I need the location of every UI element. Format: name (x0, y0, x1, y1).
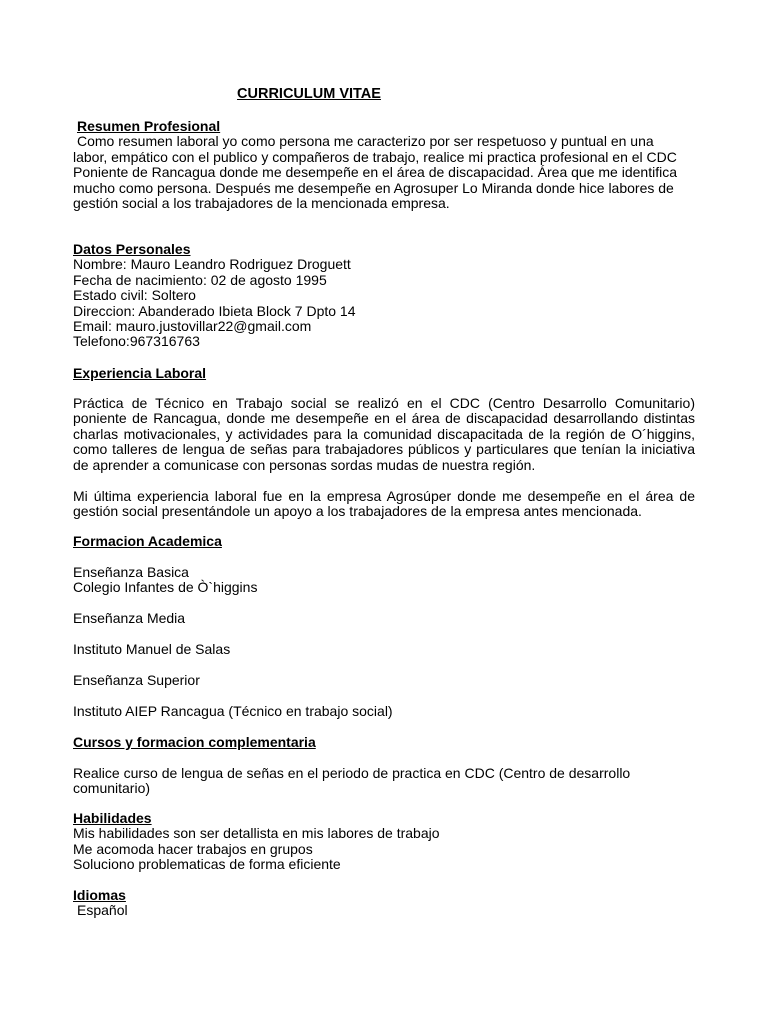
formacion-media (73, 611, 695, 626)
resumen-line: Poniente de Rancagua donde me desempeñe en el área de discapacidad. Área que me identifica (73, 164, 677, 181)
datos-fecha-nacimiento: Fecha de nacimiento: 02 de agosto 1995 (73, 271, 327, 288)
formacion-basica (73, 565, 695, 596)
experiencia-paragraph-1: Práctica de Técnico en Trabajo social se realizó en el CDC (Centro Desarrollo Comunitario) poniente de Rancagua, donde me desempeñe en el área de discapacidad desarrollando distintas charlas motivacionales, y actividades para la comunidad discapacitada de la región de O´higgins, como talleres de lengua de señas para trabajadores públicos y particulares que tenían la iniciativa de aprender a comunicase con personas sordas mudas de nuestra región. (73, 395, 695, 473)
section-habilidades (73, 811, 695, 873)
formacion-heading: Formacion Academica (73, 533, 222, 549)
idioma-item: Español (77, 902, 128, 919)
idiomas-heading: Idiomas (73, 887, 126, 903)
section-cursos (73, 735, 695, 750)
superior-label: Enseñanza Superior (73, 672, 200, 688)
experiencia-paragraph-2: Mi última experiencia laboral fue en la empresa Agrosúper donde me desempeñe en el área de gestión social presentándole un apoyo a los trabajadores de la empresa antes mencionada. (73, 488, 695, 520)
datos-heading: Datos Personales (73, 241, 191, 257)
cursos-content (73, 766, 695, 797)
datos-direccion: Direccion: Abanderado Ibieta Block 7 Dpto 14 (73, 302, 356, 319)
resumen-line: Como resumen laboral yo como persona me caracterizo por ser respetuoso y puntual en una (77, 133, 654, 150)
superior-school: Instituto AIEP Rancagua (Técnico en trabajo social) (73, 703, 393, 719)
datos-nombre: Nombre: Mauro Leandro Rodriguez Droguett (73, 256, 351, 273)
document-title: CURRICULUM VITAE (237, 86, 381, 102)
habilidad-item: Mis habilidades son ser detallista en mis labores de trabajo (73, 825, 440, 842)
cursos-line: Realice curso de lengua de señas en el periodo de practica en CDC (Centro de desarrollo (73, 765, 631, 781)
datos-telefono: Telefono:967316763 (73, 333, 200, 350)
resumen-line: mucho como persona. Después me desempeñe en Agrosuper Lo Miranda donde hice labores de (73, 179, 674, 196)
habilidad-item: Me acomoda hacer trabajos en grupos (73, 840, 313, 857)
datos-email: Email: mauro.justovillar22@gmail.com (73, 318, 312, 335)
section-experiencia (73, 366, 695, 381)
section-resumen (73, 119, 695, 211)
resumen-line: gestión social a los trabajadores de la mencionada empresa. (73, 195, 450, 212)
section-idiomas (73, 888, 695, 919)
formacion-superior-school (73, 704, 695, 719)
formacion-superior (73, 673, 695, 688)
habilidades-heading: Habilidades (73, 810, 152, 826)
media-label: Enseñanza Media (73, 610, 186, 626)
datos-estado-civil: Estado civil: Soltero (73, 287, 196, 304)
section-formacion (73, 534, 695, 549)
media-school: Instituto Manuel de Salas (73, 641, 231, 657)
habilidad-item: Soluciono problematicas de forma eficiente (73, 856, 341, 873)
cursos-line: comunitario) (73, 780, 151, 797)
section-datos-personales (73, 242, 695, 350)
experiencia-heading: Experiencia Laboral (73, 365, 207, 381)
resumen-heading: Resumen Profesional (77, 118, 221, 134)
formacion-media-school (73, 642, 695, 657)
basica-school: Colegio Infantes de Ò`higgins (73, 579, 258, 596)
resumen-line: labor, empático con el publico y compañeros de trabajo, realice mi practica profesional en el CDC (73, 148, 677, 165)
cursos-heading: Cursos y formacion complementaria (73, 734, 316, 750)
basica-label: Enseñanza Basica (73, 564, 189, 580)
